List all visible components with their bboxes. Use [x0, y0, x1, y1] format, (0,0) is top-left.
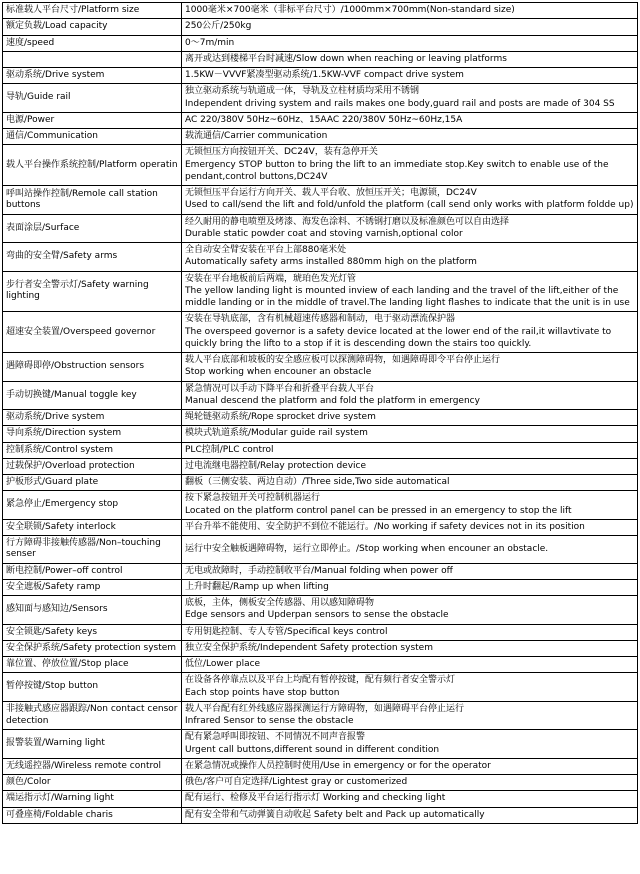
spec-value-line: 配有运行、检修及平台运行指示灯 Working and checking light	[185, 793, 446, 804]
spec-value-line: 专用钥匙控制、专人专管/Specifical keys control	[185, 626, 388, 637]
spec-value-cell	[182, 214, 638, 243]
table-row	[3, 353, 638, 382]
spec-value-cell	[182, 312, 638, 353]
spec-value-line: 在设备各停靠点以及平台上均配有暂停按键，配有频行者安全警示灯	[185, 675, 456, 686]
spec-label-cell: 额定负载/Load capacity	[3, 19, 182, 35]
spec-value-line: 俄色/客户可自定选择/Lightest gray or customerized	[185, 777, 408, 787]
spec-value-cell	[182, 145, 638, 186]
spec-value-cell	[182, 410, 638, 426]
spec-value-line: 安装在平台地板前后两端，琥珀色发光灯管	[185, 273, 357, 284]
spec-value-line: 底板，主体，侧板安全传感器、用以感知障碍物	[185, 598, 375, 608]
spec-label-cell: 安全联锁/Safety interlock	[3, 519, 182, 535]
spec-label-cell: 导轨/Guide rail	[3, 84, 182, 113]
table-row	[3, 536, 638, 564]
table-row	[3, 35, 638, 51]
table-row	[3, 730, 638, 759]
table-row	[3, 640, 638, 656]
spec-value-line: Durable static powder coat and stoving varnish,optional color	[185, 228, 463, 239]
table-row	[3, 807, 638, 823]
spec-label-cell: 步行者安全警示灯/Safety warning lighting	[3, 271, 182, 312]
spec-label-cell: 可叠座椅/Foldable charis	[3, 807, 182, 823]
table-row	[3, 381, 638, 410]
spec-value-cell	[182, 791, 638, 807]
spec-label-cell: 行方障碍非接触传感器/Non–touching senser	[3, 536, 182, 564]
spec-value-cell	[182, 35, 638, 51]
spec-label-cell: 控制系统/Control system	[3, 442, 182, 458]
spec-value-line: 1.5KW－VVVF紧凑型驱动系统/1.5KW-VVF compact drive system	[185, 70, 464, 80]
spec-value-line: 独立安全保护系统/Independent Safety protection system	[185, 642, 433, 653]
spec-value-line: 0～7m/min	[185, 37, 235, 48]
table-row	[3, 579, 638, 595]
spec-label-cell	[3, 51, 182, 67]
spec-value-line: 过电流继电器控制/Relay protection device	[185, 460, 367, 471]
spec-label-cell: 手动切换键/Manual toggle key	[3, 381, 182, 410]
spec-label-cell: 导向系统/Direction system	[3, 426, 182, 442]
spec-value-cell	[182, 458, 638, 474]
spec-label-cell: 紧急停止/Emergency stop	[3, 491, 182, 520]
table-body	[3, 3, 638, 824]
table-row	[3, 519, 638, 535]
spec-value-cell	[182, 758, 638, 774]
table-row	[3, 84, 638, 113]
spec-value-cell	[182, 426, 638, 442]
table-row	[3, 563, 638, 579]
spec-label-cell: 表面涂层/Surface	[3, 214, 182, 243]
spec-value-line: 无电或故障时，手动控制收平台/Manual folding when power off	[185, 565, 453, 576]
spec-value-line: quickly bring the lifto to a stop if it is descending down the stairs too quickly.	[185, 338, 532, 349]
spec-value-cell	[182, 536, 638, 564]
spec-value-cell	[182, 271, 638, 312]
spec-value-cell	[182, 353, 638, 382]
table-row	[3, 19, 638, 35]
spec-value-line: Emergency STOP button to bring the lift to an immediate stop.Key switch to enable use of the	[185, 159, 609, 170]
spec-value-line: 安装在导轨底部，含有机械超速传感器和制动，电于驱动漂流保护器	[185, 314, 456, 325]
table-row	[3, 312, 638, 353]
spec-label-cell: 驱动系统/Drive system	[3, 410, 182, 426]
spec-value-line: Infrared Sensor to sense the obstacle	[185, 716, 354, 726]
table-row	[3, 596, 638, 625]
table-row	[3, 701, 638, 730]
spec-value-line: pendant,control buttons,DC24V	[185, 171, 328, 182]
spec-value-cell	[182, 624, 638, 640]
spec-value-cell	[182, 701, 638, 730]
spec-label-cell: 速度/speed	[3, 35, 182, 51]
spec-value-line: 模块式轨道系统/Modular guide rail system	[185, 428, 368, 439]
spec-value-line: 配有安全带和气动弹簧自动收起 Safety belt and Pack up automatically	[185, 809, 485, 820]
spec-value-line: Edge sensors and Upderpan sensors to sense the obstacle	[185, 610, 449, 621]
spec-label-cell: 护板形式/Guard plate	[3, 475, 182, 491]
spec-value-line: 紧急情况可以手动下降平台和折叠平台载人平台	[185, 383, 375, 394]
spec-value-cell	[182, 491, 638, 520]
spec-label-cell: 断电控制/Power–off control	[3, 563, 182, 579]
spec-value-line: 离开或达到楼梯平台时减速/Slow down when reaching or leaving platforms	[185, 53, 507, 64]
spec-label-cell: 呼叫站操作控制/Remole call station buttons	[3, 186, 182, 215]
specification-table	[2, 2, 638, 824]
table-row	[3, 145, 638, 186]
table-row	[3, 791, 638, 807]
table-row	[3, 186, 638, 215]
table-row	[3, 475, 638, 491]
spec-label-cell: 驱动系统/Drive system	[3, 68, 182, 84]
spec-value-cell	[182, 129, 638, 145]
spec-value-line: 绳轮链驱动系统/Rope sprocket drive system	[185, 412, 376, 422]
table-row	[3, 491, 638, 520]
spec-value-cell	[182, 186, 638, 215]
spec-value-cell	[182, 19, 638, 35]
spec-value-cell	[182, 657, 638, 673]
spec-value-line: 无锁恒压平台运行方向开关、载人平台收、放恒压开关；电源锁，DC24V	[185, 188, 477, 198]
spec-label-cell: 电源/Power	[3, 112, 182, 128]
spec-value-line: Located on the platform control panel can be pressed in an emergency to stop the lift	[185, 505, 572, 516]
spec-value-cell	[182, 3, 638, 19]
spec-label-cell: 无线遥控器/Wireless remote control	[3, 758, 182, 774]
spec-value-cell	[182, 112, 638, 128]
table-row	[3, 51, 638, 67]
spec-label-cell: 非接触式感应器跟踪/Non contact censor detection	[3, 701, 182, 730]
spec-value-cell	[182, 775, 638, 791]
spec-value-line: 独立驱动系统与轨道成一体，导轨及立柱材质均采用不锈钢	[185, 86, 420, 97]
spec-value-cell	[182, 51, 638, 67]
table-row	[3, 129, 638, 145]
spec-value-line: Stop working when encouner an obstacle	[185, 367, 372, 378]
spec-value-cell	[182, 381, 638, 410]
table-row	[3, 214, 638, 243]
spec-label-cell: 弯曲的安全臂/Safety arms	[3, 243, 182, 272]
spec-value-line: 全自动安全臂安装在平台上部880毫米处	[185, 245, 347, 255]
table-row	[3, 673, 638, 702]
spec-label-cell: 标准载人平台尺寸/Platform size	[3, 3, 182, 19]
spec-value-line: 翻板（三侧安装、两边自动）/Three side,Two side automatical	[185, 477, 450, 487]
table-row	[3, 243, 638, 272]
spec-value-line: middle landing or in the middle of travel.The landing light flashes to indicate that the unit is in use	[185, 298, 630, 308]
table-row	[3, 442, 638, 458]
spec-label-cell: 安全遮板/Safety ramp	[3, 579, 182, 595]
spec-value-cell	[182, 442, 638, 458]
spec-label-cell: 报警装置/Warning light	[3, 730, 182, 759]
spec-label-cell: 通信/Communication	[3, 129, 182, 145]
spec-value-line: 载人平台配有红外线感应器探测运行方障碍物，如遇障碍平台停止运行	[185, 703, 465, 714]
table-row	[3, 112, 638, 128]
table-row	[3, 271, 638, 312]
spec-value-line: Manual descend the platform and fold the platform in emergency	[185, 395, 480, 406]
spec-value-cell	[182, 563, 638, 579]
spec-value-line: 1000毫米×700毫米（非标平台尺寸）/1000mm×700mm(Non-standard size)	[185, 5, 515, 15]
spec-label-cell: 安全保护系统/Safety protection system	[3, 640, 182, 656]
table-row	[3, 775, 638, 791]
spec-label-cell: 暂停按键/Stop button	[3, 673, 182, 702]
spec-value-line: 经久耐用的静电喷塑及烤漆、海发色涂料、不锈钢打磨以及标准颜色可以自由选择	[185, 216, 510, 227]
spec-label-cell: 颜色/Color	[3, 775, 182, 791]
spec-value-cell	[182, 519, 638, 535]
table-row	[3, 758, 638, 774]
spec-value-line: 载流通信/Carrier communication	[185, 131, 328, 141]
table-row	[3, 3, 638, 19]
spec-value-line: Each stop points have stop button	[185, 687, 340, 698]
spec-value-line: PLC控制/PLC control	[185, 444, 274, 455]
spec-value-cell	[182, 640, 638, 656]
spec-label-cell: 靠位置、停放位置/Stop place	[3, 657, 182, 673]
table-row	[3, 426, 638, 442]
spec-value-cell	[182, 84, 638, 113]
spec-value-line: 平台升举不能使用、安全防护不到位不能运行。/No working if safety devices not in its position	[185, 521, 585, 532]
table-row	[3, 410, 638, 426]
spec-value-line: 上升时翻起/Ramp up when lifting	[185, 581, 329, 592]
spec-value-line: Independent driving system and rails makes one body,guard rail and posts are made of 304 SS	[185, 98, 615, 109]
spec-label-cell: 安全锁匙/Safety keys	[3, 624, 182, 640]
spec-value-cell	[182, 807, 638, 823]
table-row	[3, 657, 638, 673]
spec-label-cell: 端运指示灯/Warning light	[3, 791, 182, 807]
spec-value-line: Automatically safety arms installed 880mm high on the platform	[185, 257, 477, 268]
spec-label-cell: 载人平台操作系统控制/Platform operatin	[3, 145, 182, 186]
spec-value-line: 按下紧急按钮开关可控制机器运行	[185, 493, 321, 504]
spec-value-cell	[182, 673, 638, 702]
spec-value-cell	[182, 579, 638, 595]
spec-value-line: 运行中安全触板遇障碍物，运行立即停止。/Stop working when encouner an obstacle.	[185, 543, 549, 554]
table-row	[3, 458, 638, 474]
spec-value-line: Urgent call buttons,different sound in different condition	[185, 744, 440, 755]
spec-value-cell	[182, 730, 638, 759]
spec-value-line: AC 220/380V 50Hz~60Hz、15AAC 220/380V 50Hz~60Hz,15A	[185, 114, 463, 125]
spec-value-line: 配有紧急呼叫即按钮、不同情况不同声音报警	[185, 732, 366, 743]
spec-value-line: 250公斤/250kg	[185, 21, 252, 32]
spec-label-cell: 感知面与感知边/Sensors	[3, 596, 182, 625]
spec-value-line: 在紧急情况或操作人员控制时使用/Use in emergency or for the operator	[185, 760, 491, 771]
table-row	[3, 68, 638, 84]
spec-value-line: The overspeed governor is a safety device located at the lower end of the rail,it willavtivate to	[185, 326, 612, 337]
spec-label-cell: 过载保护/Overload protection	[3, 458, 182, 474]
spec-value-cell	[182, 68, 638, 84]
spec-label-cell: 遇障碍即停/Obstruction sensors	[3, 353, 182, 382]
spec-value-cell	[182, 243, 638, 272]
spec-value-cell	[182, 596, 638, 625]
spec-label-cell: 超速安全装置/Overspeed governor	[3, 312, 182, 353]
spec-value-line: Used to call/send the lift and fold/unfold the platform (call send only works with platform foldde up)	[185, 200, 634, 211]
table-row	[3, 624, 638, 640]
spec-value-line: 无锁恒压方向按钮开关、DC24V，装有急停开关	[185, 147, 378, 158]
spec-value-line: The yellow landing light is mounted inview of each landing and the travel of the lift,either of the	[185, 285, 619, 296]
spec-value-cell	[182, 475, 638, 491]
spec-value-line: 载人平台底部和坡板的安全感应板可以探测障碍物，如遇障碍即令平台停止运行	[185, 355, 501, 365]
spec-value-line: 低位/Lower place	[185, 659, 261, 669]
